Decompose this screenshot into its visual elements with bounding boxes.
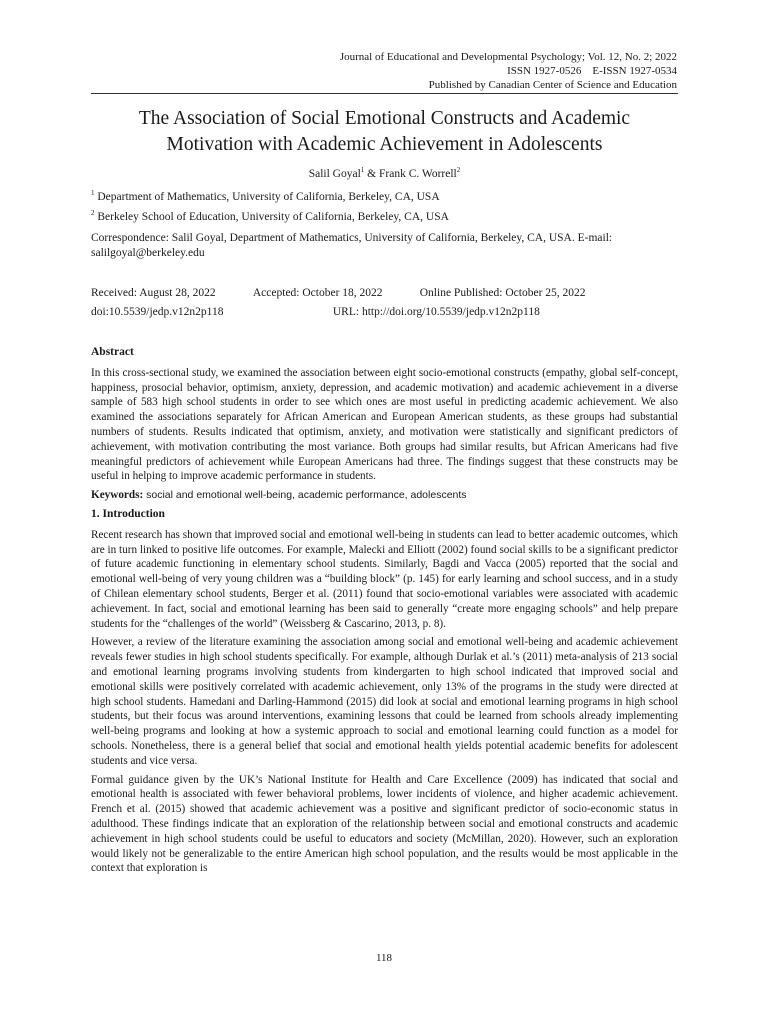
publication-dates bbox=[91, 286, 678, 320]
intro-paragraph-1: Recent research has shown that improved social and emotional well-being in students can lead to better academic outcomes, which are in turn linked to positive life outcomes. For example, Malecki and Elliott (2002) found social skills to be a significant predictor of future academic functioning in elementary school students. Similarly, Bagdi and Vacca (2005) reported that the social and emotional well-being of very young children was a “building block” (p. 145) for early learning and school success, and in a study of Chilean elementary school students, Berger et al. (2011) found that socio-emotional variables were associated with academic achievement. In fact, social and emotional learning has been said to generally “create more engaging schools” and help prepare students for the “challenges of the world” (Weissberg & Cascarino, 2013, p. 8). bbox=[91, 528, 678, 630]
affiliation-2 bbox=[91, 210, 678, 225]
keywords-text: social and emotional well-being, academic performance, adolescents bbox=[143, 489, 467, 502]
received-date: Received: August 28, 2022 bbox=[91, 287, 216, 299]
keywords-label: Keywords: bbox=[91, 489, 144, 502]
published-date: Online Published: October 25, 2022 bbox=[419, 287, 586, 299]
journal-publisher: Published by Canadian Center of Science and Education bbox=[428, 79, 677, 91]
author-name: Frank C. Worrell bbox=[379, 168, 457, 180]
journal-issn: ISSN 1927-0526 E-ISSN 1927-0534 bbox=[507, 65, 677, 77]
page-number: 118 bbox=[375, 952, 393, 964]
abstract-heading: Abstract bbox=[91, 346, 134, 358]
article-url[interactable]: URL: http://doi.org/10.5539/jedp.v12n2p118 bbox=[332, 306, 540, 318]
accepted-date: Accepted: October 18, 2022 bbox=[252, 287, 383, 299]
article-title-line-1: The Association of Social Emotional Constructs and Academic bbox=[138, 108, 631, 129]
affiliation-mark: 1 bbox=[91, 189, 95, 198]
intro-paragraph-2: However, a review of the literature examining the association among social and emotional well-being and academic achievement reveals fewer studies in high school students specifically. For example, although Durlak et al.’s (2011) meta-analysis of 213 social and emotional learning programs involving students from kindergarten to high school indicated that improved social and emotional skills were positively correlated with academic achievement, only 13% of the programs in the study were directed at high school students. Hamedani and Darling-Hammond (2015) did look at social and emotional learning programs in high school students, but their focus was around interventions, examining lessons that could be learned from schools already implementing well-being programs and looking at how a systemic approach to social and emotional learning could function as a model for schools. Nonetheless, there is a general belief that social and emotional health yields potential academic benefits for adolescent students and vice versa. bbox=[91, 636, 678, 767]
header-rule bbox=[91, 93, 678, 94]
article-body bbox=[91, 345, 678, 880]
author-name: Salil Goyal bbox=[308, 168, 361, 180]
author-affiliation-mark: 1 bbox=[360, 166, 365, 175]
author-joiner: & bbox=[364, 168, 379, 180]
doi[interactable]: doi:10.5539/jedp.v12n2p118 bbox=[91, 306, 224, 318]
journal-header bbox=[340, 50, 677, 92]
affiliation-text: Department of Mathematics, University of California, Berkeley, CA, USA bbox=[97, 191, 440, 203]
correspondence bbox=[91, 231, 678, 261]
article-title bbox=[91, 106, 678, 158]
intro-paragraph-3: Formal guidance given by the UK’s National Institute for Health and Care Excellence (2009) has indicated that social and emotional health is associated with fewer behavioral problems, lower incidents of violence, and higher academic achievement. French et al. (2015) showed that academic achievement was a positive and significant predictor of socio-economic status in adulthood. These findings indicate that an exploration of the relationship between social and emotional constructs and academic achievement in high school students could be useful to educators and society (McMillan, 2020). However, such an exploration would likely not be generalizable to the entire American high school population, and the results would be most applicable in the context that exploration is bbox=[91, 773, 678, 875]
affiliation-text: Berkeley School of Education, University of California, Berkeley, CA, USA bbox=[97, 211, 449, 223]
correspondence-email[interactable]: salilgoyal@berkeley.edu bbox=[91, 247, 205, 259]
correspondence-line: Correspondence: Salil Goyal, Department of Mathematics, University of California, Berkeley, CA, USA. E-mail: bbox=[91, 232, 613, 244]
affiliation-mark: 2 bbox=[91, 209, 95, 218]
affiliation-1 bbox=[91, 190, 678, 205]
journal-citation: Journal of Educational and Developmental Psychology; Vol. 12, No. 2; 2022 bbox=[339, 51, 677, 63]
author-affiliation-mark: 2 bbox=[456, 166, 461, 175]
introduction-heading: 1. Introduction bbox=[91, 507, 165, 520]
author-list bbox=[91, 168, 678, 180]
article-title-line-2: Motivation with Academic Achievement in Adolescents bbox=[166, 134, 603, 155]
keywords bbox=[91, 488, 678, 503]
abstract-text: In this cross-sectional study, we examined the association between eight socio-emotional constructs (empathy, global self-concept, happiness, prosocial behavior, optimism, anxiety, depression, and academic motivation) and academic achievement in a diverse sample of 583 high school students in order to see which ones are most useful in predicting academic achievement. We also examined the associations separately for African American and European American students, as these groups had substantial numbers of students. Results indicated that optimism, anxiety, and motivation were statistically and significant predictors of achievement, with motivation contributing the most variance. Both groups had similar results, but African Americans had five meaningful predictors of achievement while European Americans had three. The findings suggest that these constructs may be useful in helping to improve academic performance in students. bbox=[91, 366, 678, 483]
